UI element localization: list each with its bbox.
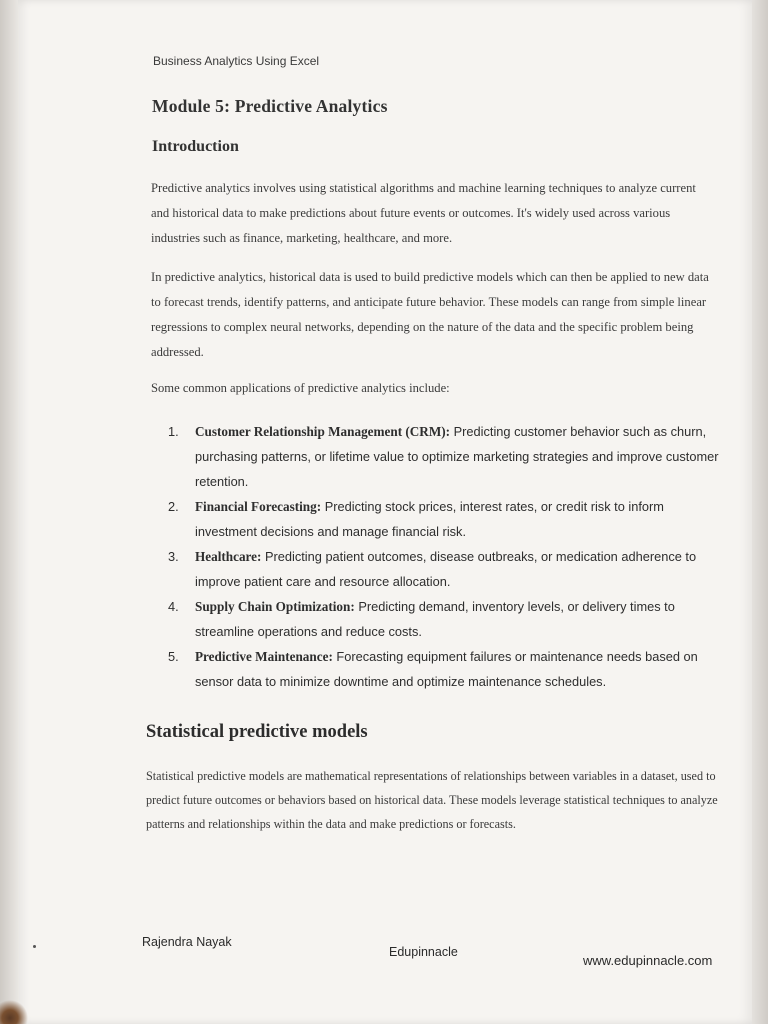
list-text: Forecasting equipment failures or maintenance needs based on sensor data to minimize downtime and optimize maintenance schedules. [195, 649, 698, 689]
list-term: Financial Forecasting [195, 499, 317, 514]
page-left-edge [0, 0, 18, 1024]
list-number: 5. [168, 649, 179, 664]
footer-publisher: Edupinnacle [389, 945, 458, 959]
corner-shadow [0, 998, 40, 1024]
list-colon: : [445, 424, 451, 439]
list-term: Supply Chain Optimization [195, 599, 351, 614]
list-colon: : [350, 599, 355, 614]
list-term: Customer Relationship Management (CRM) [195, 424, 446, 439]
list-text: Predicting stock prices, interest rates, or credit risk to inform investment decisions and manage financial risk. [195, 499, 664, 539]
applications-list [168, 419, 728, 694]
introduction-paragraph-2: In predictive analytics, historical data is used to build predictive models which can then be applied to new data to forecast trends, identify patterns, and anticipate future behavior. These models can range from simple linear regressions to complex neural networks, depending on the nature of the data and the specific problem being addressed. [151, 270, 709, 359]
list-number: 2. [168, 499, 179, 514]
footer-website: www.edupinnacle.com [583, 953, 713, 968]
list-item [168, 419, 728, 494]
list-colon: : [316, 499, 322, 514]
introduction-paragraph-1: Predictive analytics involves using statistical algorithms and machine learning techniques to analyze current and historical data to make predictions about future events or outcomes. It's widely used across various industries such as finance, marketing, healthcare, and more. [151, 181, 696, 245]
list-item [168, 644, 728, 694]
applications-intro: Some common applications of predictive analytics include: [151, 381, 450, 395]
list-item [168, 594, 728, 644]
statistical-models-heading: Statistical predictive models [146, 722, 368, 742]
list-item [168, 494, 728, 544]
list-colon: : [328, 649, 333, 664]
statistical-models-paragraph: Statistical predictive models are mathematical representations of relationships between variables in a dataset, used to predict future outcomes or behaviors based on historical data. These models leverage statistical techniques to analyze patterns and relationships within the data and make predictions or forecasts. [146, 769, 718, 831]
running-header: Business Analytics Using Excel [153, 54, 320, 68]
list-term: Predictive Maintenance [195, 649, 329, 664]
list-number: 3. [168, 549, 179, 564]
list-text: Predicting customer behavior such as churn, purchasing patterns, or lifetime value to optimize marketing strategies and improve customer retention. [195, 424, 719, 489]
footer-author: Rajendra Nayak [142, 935, 232, 949]
list-text: Predicting demand, inventory levels, or delivery times to streamline operations and reduce costs. [195, 599, 675, 639]
list-colon: : [257, 549, 262, 564]
list-number: 1. [168, 424, 179, 439]
list-text: Predicting patient outcomes, disease outbreaks, or medication adherence to improve patient care and resource allocation. [195, 549, 697, 589]
list-number: 4. [168, 599, 179, 614]
margin-dot [33, 945, 36, 948]
list-item [168, 544, 728, 594]
module-title: Module 5: Predictive Analytics [152, 96, 388, 116]
introduction-heading: Introduction [152, 138, 239, 155]
page-right-edge [752, 0, 768, 1024]
list-term: Healthcare [195, 549, 258, 564]
